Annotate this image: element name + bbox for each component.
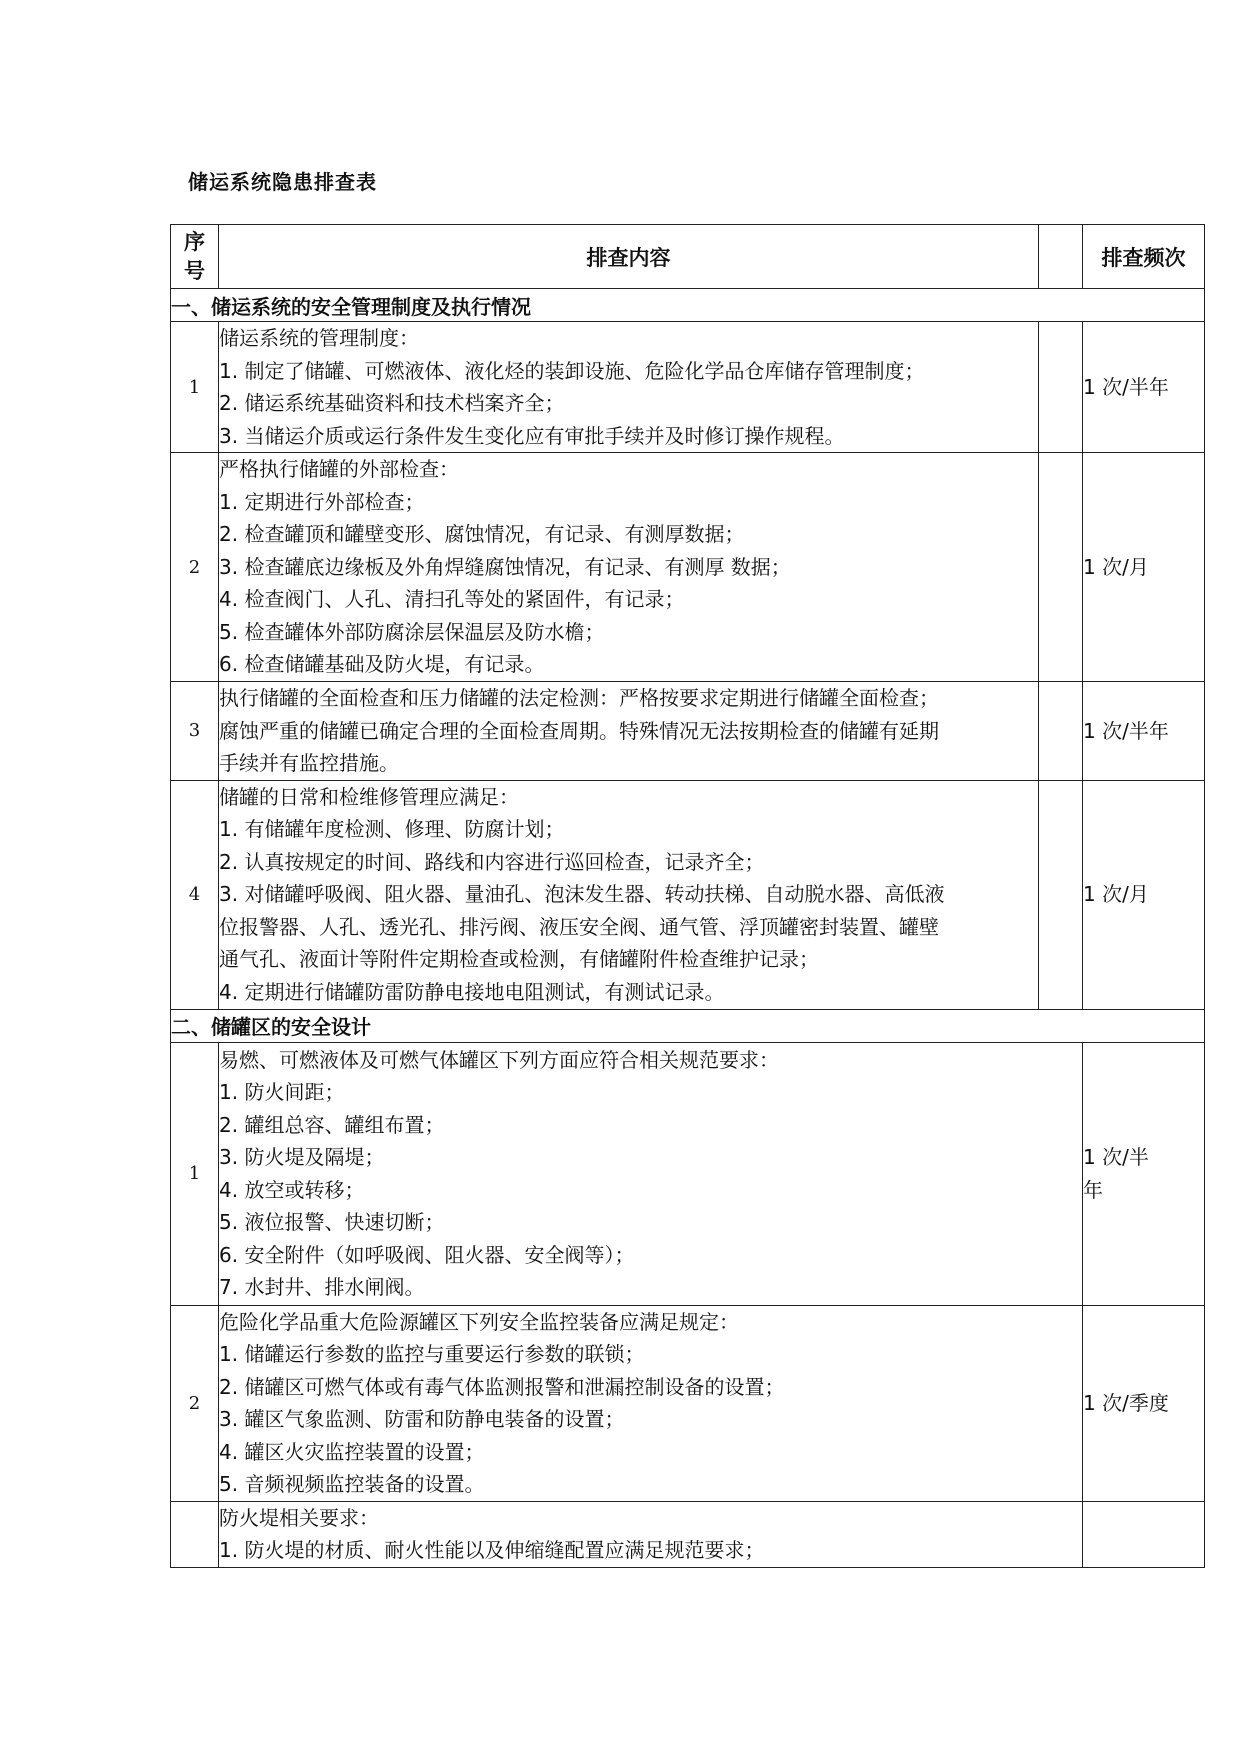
content-line: 1. 定期进行外部检查； bbox=[219, 489, 425, 514]
frequency-line: 1 次/半 bbox=[1083, 1145, 1149, 1169]
row-number: 3 bbox=[171, 682, 219, 781]
content-line: 1. 防火间距； bbox=[219, 1080, 345, 1104]
content-line: 1. 防火堤的材质、耐火性能以及伸缩缝配置应满足规范要求； bbox=[219, 1538, 765, 1562]
content-line: 2. 储罐区可燃气体或有毒气体监测报警和泄漏控制设备的设置； bbox=[219, 1374, 785, 1399]
table-row bbox=[171, 682, 1205, 781]
content-line: 防火堤相关要求： bbox=[219, 1505, 379, 1530]
content-line: 4. 检查阀门、人孔、清扫孔等处的紧固件，有记录； bbox=[219, 587, 685, 612]
header-blank bbox=[1039, 225, 1083, 289]
row-frequency: 1 次/半年 bbox=[1083, 322, 1205, 453]
content-line: 5. 检查罐体外部防腐涂层保温层及防水檐； bbox=[219, 619, 605, 644]
section-heading-row bbox=[171, 1009, 1205, 1042]
row-number: 2 bbox=[171, 1305, 219, 1501]
header-no bbox=[171, 225, 219, 289]
row-frequency bbox=[1083, 1501, 1205, 1567]
content-line: 储运系统的管理制度： bbox=[219, 326, 419, 350]
section-heading: 一、储运系统的安全管理制度及执行情况 bbox=[171, 289, 1205, 322]
row-content bbox=[219, 322, 1039, 453]
content-line: 位报警器、人孔、透光孔、排污阀、液压安全阀、通气管、浮顶罐密封装置、罐壁 bbox=[219, 914, 939, 939]
content-line: 严格执行储罐的外部检查： bbox=[219, 457, 459, 482]
table-row bbox=[171, 1501, 1205, 1567]
header-no-label: 序号 bbox=[184, 229, 205, 283]
table-row bbox=[171, 780, 1205, 1009]
table-row bbox=[171, 1305, 1205, 1501]
content-line: 1. 制定了储罐、可燃液体、液化烃的装卸设施、危险化学品仓库储存管理制度； bbox=[219, 358, 925, 383]
content-line: 储罐的日常和检维修管理应满足： bbox=[219, 784, 519, 809]
row-frequency: 1 次/季度 bbox=[1083, 1305, 1205, 1501]
content-line: 1. 储罐运行参数的监控与重要运行参数的联锁； bbox=[219, 1342, 645, 1366]
content-line: 2. 罐组总容、罐组布置； bbox=[219, 1112, 445, 1137]
row-number: 1 bbox=[171, 322, 219, 453]
frequency-line: 年 bbox=[1083, 1177, 1103, 1202]
blank-cell bbox=[1039, 453, 1083, 682]
inspection-table bbox=[170, 224, 1205, 1568]
content-line: 手续并有监控措施。 bbox=[219, 751, 399, 775]
blank-cell bbox=[1039, 682, 1083, 781]
row-frequency bbox=[1083, 1042, 1205, 1305]
content-line: 腐蚀严重的储罐已确定合理的全面检查周期。特殊情况无法按期检查的储罐有延期 bbox=[219, 718, 939, 743]
blank-cell bbox=[1039, 780, 1083, 1009]
content-line: 1. 有储罐年度检测、修理、防腐计划； bbox=[219, 817, 565, 842]
content-line: 6. 安全附件（如呼吸阀、阻火器、安全阀等）； bbox=[219, 1242, 635, 1267]
section-heading-row bbox=[171, 289, 1205, 322]
header-frequency: 排查频次 bbox=[1083, 225, 1205, 289]
table-row bbox=[171, 322, 1205, 453]
header-row bbox=[171, 225, 1205, 289]
content-line: 5. 音频视频监控装备的设置。 bbox=[219, 1472, 485, 1496]
content-line: 3. 罐区气象监测、防雷和防静电装备的设置； bbox=[219, 1407, 625, 1431]
table-row bbox=[171, 453, 1205, 682]
content-line: 4. 放空或转移； bbox=[219, 1177, 365, 1202]
row-number: 1 bbox=[171, 1042, 219, 1305]
row-number: 2 bbox=[171, 453, 219, 682]
row-frequency: 1 次/月 bbox=[1083, 453, 1205, 682]
row-content bbox=[219, 682, 1039, 781]
row-content bbox=[219, 1042, 1083, 1305]
row-content bbox=[219, 780, 1039, 1009]
section-heading: 二、储罐区的安全设计 bbox=[171, 1009, 1205, 1042]
row-number: 4 bbox=[171, 780, 219, 1009]
content-line: 执行储罐的全面检查和压力储罐的法定检测：严格按要求定期进行储罐全面检查； bbox=[219, 686, 939, 710]
row-frequency: 1 次/半年 bbox=[1083, 682, 1205, 781]
content-line: 3. 当储运介质或运行条件发生变化应有审批手续并及时修订操作规程。 bbox=[219, 423, 845, 448]
content-line: 4. 定期进行储罐防雷防静电接地电阻测试，有测试记录。 bbox=[219, 979, 725, 1004]
content-line: 2. 检查罐顶和罐壁变形、腐蚀情况，有记录、有测厚数据； bbox=[219, 522, 745, 547]
document-title: 储运系统隐患排查表 bbox=[188, 170, 377, 194]
content-line: 2. 储运系统基础资料和技术档案齐全； bbox=[219, 391, 565, 415]
content-line: 3. 防火堤及隔堤； bbox=[219, 1145, 385, 1169]
row-number bbox=[171, 1501, 219, 1567]
table-row bbox=[171, 1042, 1205, 1305]
content-line: 5. 液位报警、快速切断； bbox=[219, 1210, 445, 1234]
content-line: 易燃、可燃液体及可燃气体罐区下列方面应符合相关规范要求： bbox=[219, 1047, 779, 1072]
row-content bbox=[219, 453, 1039, 682]
header-content: 排查内容 bbox=[219, 225, 1039, 289]
row-frequency: 1 次/月 bbox=[1083, 780, 1205, 1009]
content-line: 通气孔、液面计等附件定期检查或检测，有储罐附件检查维护记录； bbox=[219, 947, 819, 972]
row-content bbox=[219, 1501, 1083, 1567]
content-line: 3. 检查罐底边缘板及外角焊缝腐蚀情况，有记录、有测厚 数据； bbox=[219, 554, 791, 579]
content-line: 3. 对储罐呼吸阀、阻火器、量油孔、泡沫发生器、转动扶梯、自动脱水器、高低液 bbox=[219, 882, 945, 907]
blank-cell bbox=[1039, 322, 1083, 453]
content-line: 4. 罐区火灾监控装置的设置； bbox=[219, 1439, 485, 1464]
content-line: 2. 认真按规定的时间、路线和内容进行巡回检查，记录齐全； bbox=[219, 849, 765, 874]
row-content bbox=[219, 1305, 1083, 1501]
content-line: 6. 检查储罐基础及防火堤，有记录。 bbox=[219, 652, 545, 677]
content-line: 7. 水封井、排水闸阀。 bbox=[219, 1275, 425, 1299]
content-line: 危险化学品重大危险源罐区下列安全监控装备应满足规定： bbox=[219, 1309, 739, 1334]
